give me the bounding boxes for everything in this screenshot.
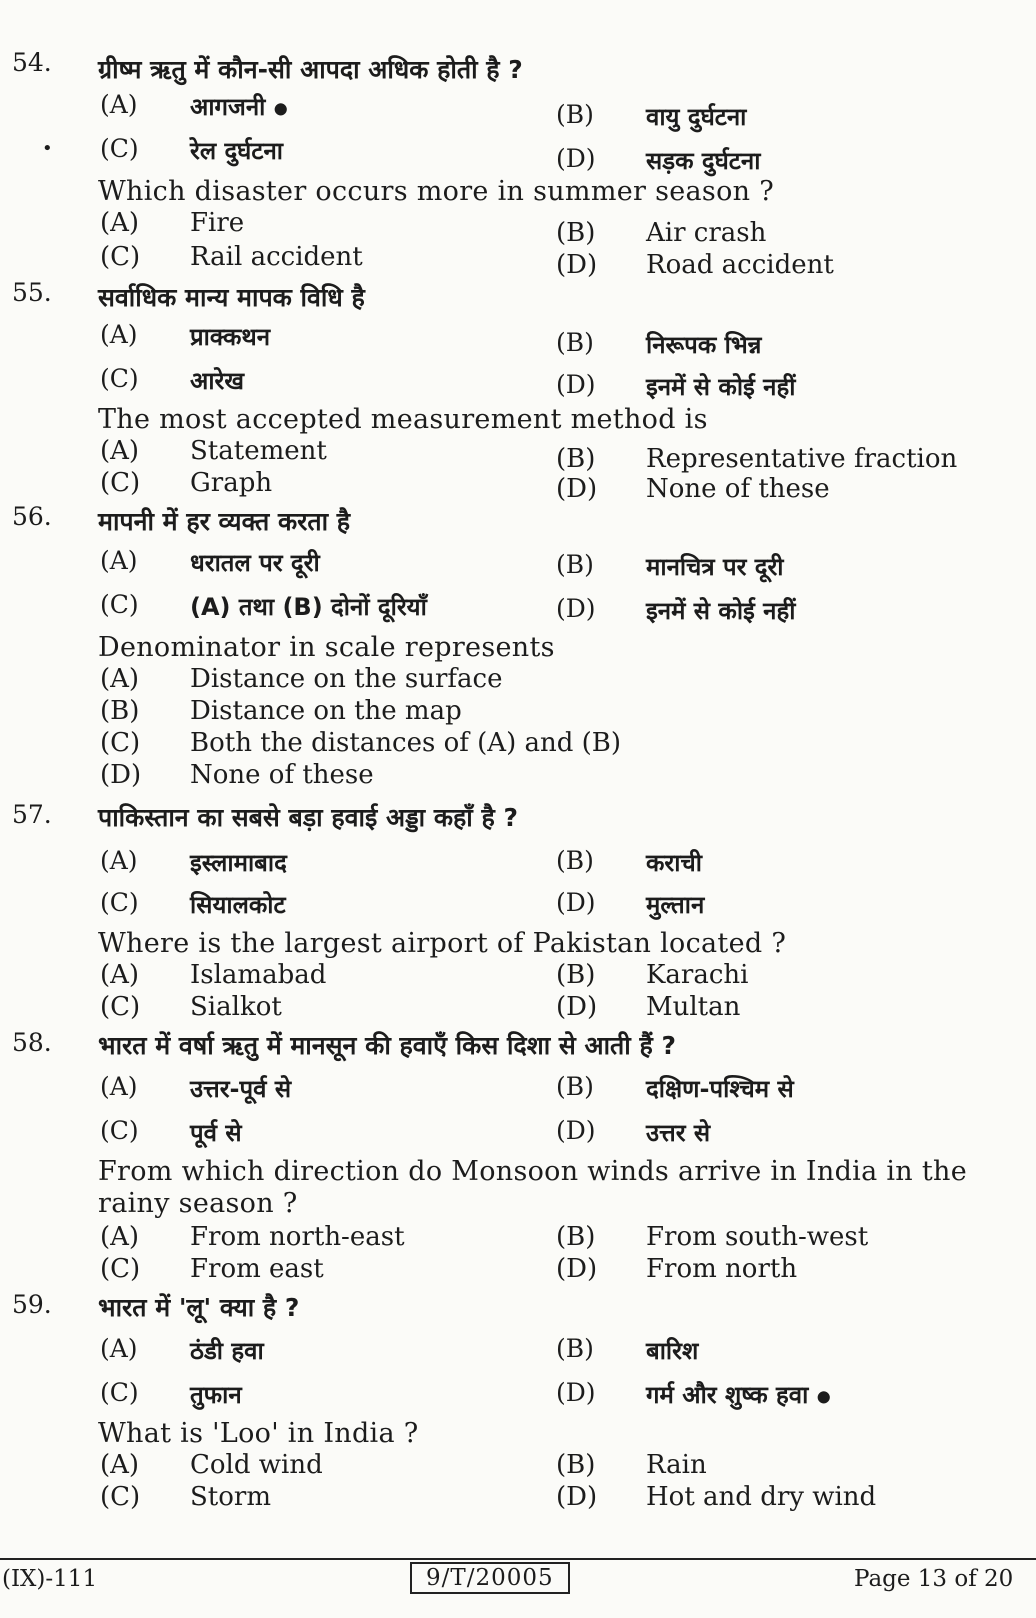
question-number: 57. [12, 800, 52, 829]
question-text-hindi: पाकिस्तान का सबसे बड़ा हवाई अड्डा कहाँ है ? [98, 803, 518, 832]
question-text-english: From which direction do Monsoon winds arrive in India in the [98, 1156, 968, 1187]
question-number: 58. [12, 1028, 52, 1057]
question-text-hindi: भारत में वर्षा ऋतु में मानसून की हवाएँ किस दिशा से आती हैं ? [98, 1031, 676, 1060]
question-text-english-line2: rainy season ? [98, 1188, 298, 1219]
answer-mark-dot: ● [273, 98, 288, 118]
footer-page-number: Page 13 of 20 [854, 1566, 1014, 1592]
question-text-hindi: भारत में 'लू' क्या है ? [98, 1293, 300, 1322]
question-text-hindi: मापनी में हर व्यक्त करता है [98, 507, 351, 536]
question-text-english: Denominator in scale represents [98, 632, 555, 663]
question-number: 54. [12, 48, 52, 77]
footer-booklet-code: 9/T/20005 [410, 1562, 570, 1594]
footer-paper-code: (IX)-111 [2, 1566, 98, 1592]
answer-mark-dot: ● [816, 1386, 831, 1406]
question-text-english: The most accepted measurement method is [98, 404, 708, 435]
question-number: 59. [12, 1290, 52, 1319]
question-text-english: What is 'Loo' in India ? [98, 1418, 419, 1449]
footer-divider [0, 1558, 1036, 1560]
question-number: 56. [12, 502, 52, 531]
question-text-english: Which disaster occurs more in summer season ? [98, 176, 774, 207]
stray-dot-mark: • [42, 138, 53, 159]
question-number: 55. [12, 278, 52, 307]
question-text-english: Where is the largest airport of Pakistan located ? [98, 928, 787, 959]
question-text-hindi: ग्रीष्म ऋतु में कौन-सी आपदा अधिक होती है ? [98, 55, 523, 84]
question-text-hindi: सर्वाधिक मान्य मापक विधि है [98, 283, 365, 312]
